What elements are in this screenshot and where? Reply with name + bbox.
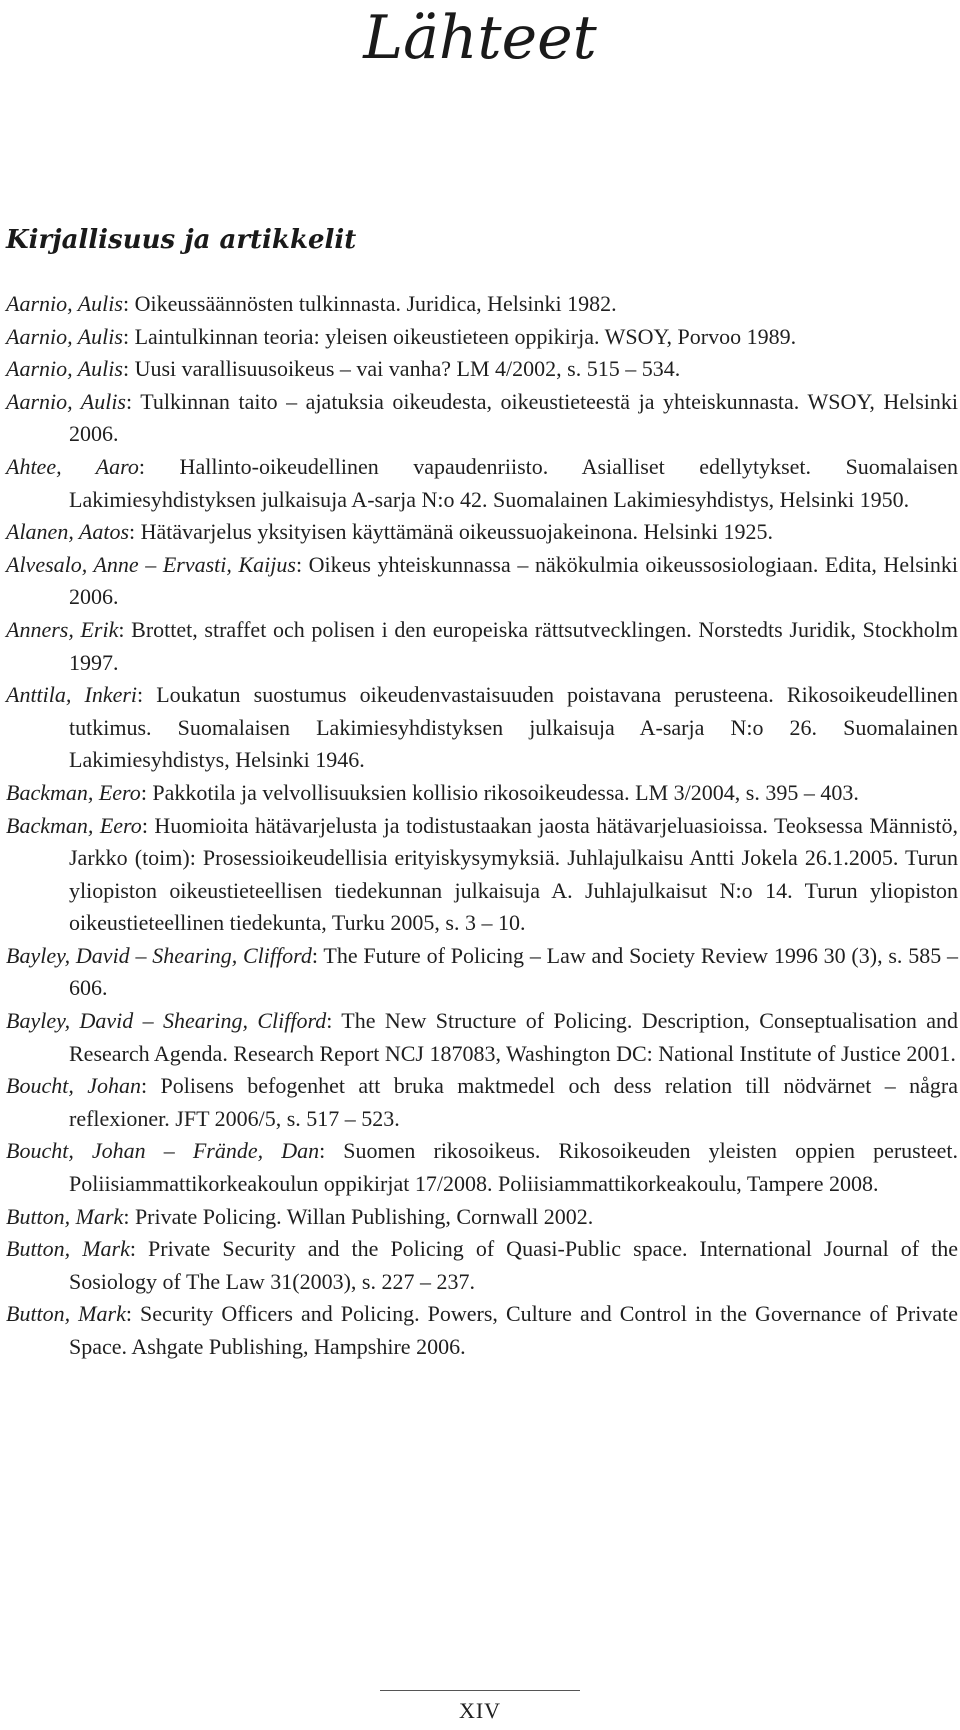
reference-author: Backman, Eero bbox=[6, 779, 141, 805]
reference-text: : Laintulkinnan teoria: yleisen oikeustieteen oppikirja. WSOY, Porvoo 1989. bbox=[122, 323, 797, 349]
reference-item bbox=[6, 940, 958, 1005]
reference-item bbox=[6, 1233, 958, 1298]
reference-text: : Pakkotila ja velvollisuuksien kollisio rikosoikeudessa. LM 3/2004, s. 395 – 403. bbox=[140, 779, 859, 805]
reference-text: : Uusi varallisuusoikeus – vai vanha? LM 4/2002, s. 515 – 534. bbox=[122, 356, 681, 382]
reference-author: Aarnio, Aulis bbox=[6, 356, 123, 382]
reference-item bbox=[6, 386, 958, 451]
reference-item bbox=[6, 1201, 958, 1234]
reference-author: Anners, Erik bbox=[6, 616, 119, 642]
reference-item bbox=[6, 1135, 958, 1200]
reference-author: Anttila, Inkeri bbox=[6, 682, 138, 708]
reference-text: : Private Policing. Willan Publishing, Cornwall 2002. bbox=[123, 1203, 594, 1229]
reference-item bbox=[6, 1070, 958, 1135]
reference-text: : Tulkinnan taito – ajatuksia oikeudesta, oikeustieteestä ja yhteiskunnasta. WSOY, Helsinki 2006. bbox=[69, 388, 958, 447]
reference-item bbox=[6, 1298, 958, 1363]
reference-text: : Huomioita hätävarjelusta ja todistustaakan jaosta hätävarjeluasioissa. Teoksessa Männistö, Jarkko (toim): Prosessioikeudellisia erityiskysymyksiä. Juhlajulkaisu Antti Jokela 26.1.2005. Turun yliopiston oikeustieteellisen tiedekunnan julkaisuja A. Juhlajulkaisut N:o 14. Turun yliopiston oikeustieteellinen tiedekunta, Turku 2005, s. 3 – 10. bbox=[69, 812, 958, 936]
reference-text: : The Future of Policing – Law and Society Review 1996 30 (3), s. 585 – 606. bbox=[69, 942, 959, 1001]
reference-author: Bayley, David – Shearing, Clifford bbox=[6, 942, 312, 968]
reference-author: Alvesalo, Anne – Ervasti, Kaijus bbox=[6, 551, 296, 577]
reference-author: Aarnio, Aulis bbox=[6, 291, 123, 316]
reference-item bbox=[6, 679, 958, 777]
reference-author: Boucht, Johan – Frände, Dan bbox=[6, 1138, 320, 1164]
reference-text: : Security Officers and Policing. Powers, Culture and Control in the Governance of Private Space. Ashgate Publishing, Hampshire 2006. bbox=[69, 1301, 958, 1359]
reference-list bbox=[6, 288, 958, 1364]
reference-item bbox=[6, 353, 958, 386]
reference-author: Button, Mark bbox=[6, 1203, 124, 1229]
reference-text: : Hätävarjelus yksityisen käyttämänä oikeussuojakeinona. Helsinki 1925. bbox=[129, 519, 774, 545]
page-title: Lähteet bbox=[363, 3, 597, 73]
reference-item bbox=[6, 451, 958, 516]
reference-item bbox=[6, 288, 958, 321]
reference-item bbox=[6, 777, 958, 810]
reference-author: Backman, Eero bbox=[6, 812, 142, 838]
reference-text: : Oikeus yhteiskunnassa – näkökulmia oikeussosiologiaan. Edita, Helsinki 2006. bbox=[69, 551, 958, 610]
reference-item bbox=[6, 1005, 958, 1070]
reference-text: : Loukatun suostumus oikeudenvastaisuuden poistavana perusteena. Rikosoikeudellinen tutkimus. Suomalaisen Lakimiesyhdistyksen julkaisuja A-sarja N:o 26. Suomalainen Lakimiesyhdistys, Helsinki 1946. bbox=[69, 682, 958, 773]
footer-divider bbox=[380, 1690, 580, 1691]
reference-item bbox=[6, 810, 958, 940]
reference-text: : Brottet, straffet och polisen i den europeiska rättsutvecklingen. Norstedts Juridik, Stockholm 1997. bbox=[69, 616, 959, 675]
reference-author: Boucht, Johan bbox=[6, 1073, 141, 1099]
reference-text: : Polisens befogenhet att bruka maktmedel och dess relation till nödvärnet – några reflexioner. JFT 2006/5, s. 517 – 523. bbox=[69, 1073, 958, 1131]
reference-author: Button, Mark bbox=[6, 1301, 126, 1327]
section-heading: Kirjallisuus ja artikkelit bbox=[6, 225, 357, 255]
reference-author: Bayley, David – Shearing, Clifford bbox=[6, 1008, 327, 1034]
reference-author: Ahtee, Aaro bbox=[6, 453, 139, 479]
reference-item bbox=[6, 321, 958, 354]
reference-item bbox=[6, 549, 958, 614]
reference-text: : The New Structure of Policing. Description, Conseptualisation and Research Agenda. Research Report NCJ 187083, Washington DC: National Institute of Justice 2001. bbox=[69, 1008, 959, 1066]
reference-author: Aarnio, Aulis bbox=[6, 323, 123, 349]
reference-author: Aarnio, Aulis bbox=[6, 388, 126, 414]
reference-text: : Suomen rikosoikeus. Rikosoikeuden yleisten oppien perusteet. Poliisiammattikorkeakoulun oppikirjat 17/2008. Poliisiammattikorkeakoulu, Tampere 2008. bbox=[69, 1138, 958, 1197]
reference-item bbox=[6, 614, 958, 679]
reference-text: : Oikeussäännösten tulkinnasta. Juridica, Helsinki 1982. bbox=[122, 291, 617, 316]
reference-text: : Private Security and the Policing of Quasi-Public space. International Journal of the Sosiology of The Law 31(2003), s. 227 – 237. bbox=[69, 1236, 958, 1294]
reference-item bbox=[6, 516, 958, 549]
reference-author: Alanen, Aatos bbox=[6, 519, 130, 545]
reference-text: : Hallinto-oikeudellinen vapaudenriisto. Asialliset edellytykset. Suomalaisen Lakimiesyhdistyksen julkaisuja A-sarja N:o 42. Suomalainen Lakimiesyhdistys, Helsinki 1950. bbox=[69, 453, 958, 512]
reference-author: Button, Mark bbox=[6, 1236, 130, 1262]
page-number: XIV bbox=[458, 1698, 502, 1723]
